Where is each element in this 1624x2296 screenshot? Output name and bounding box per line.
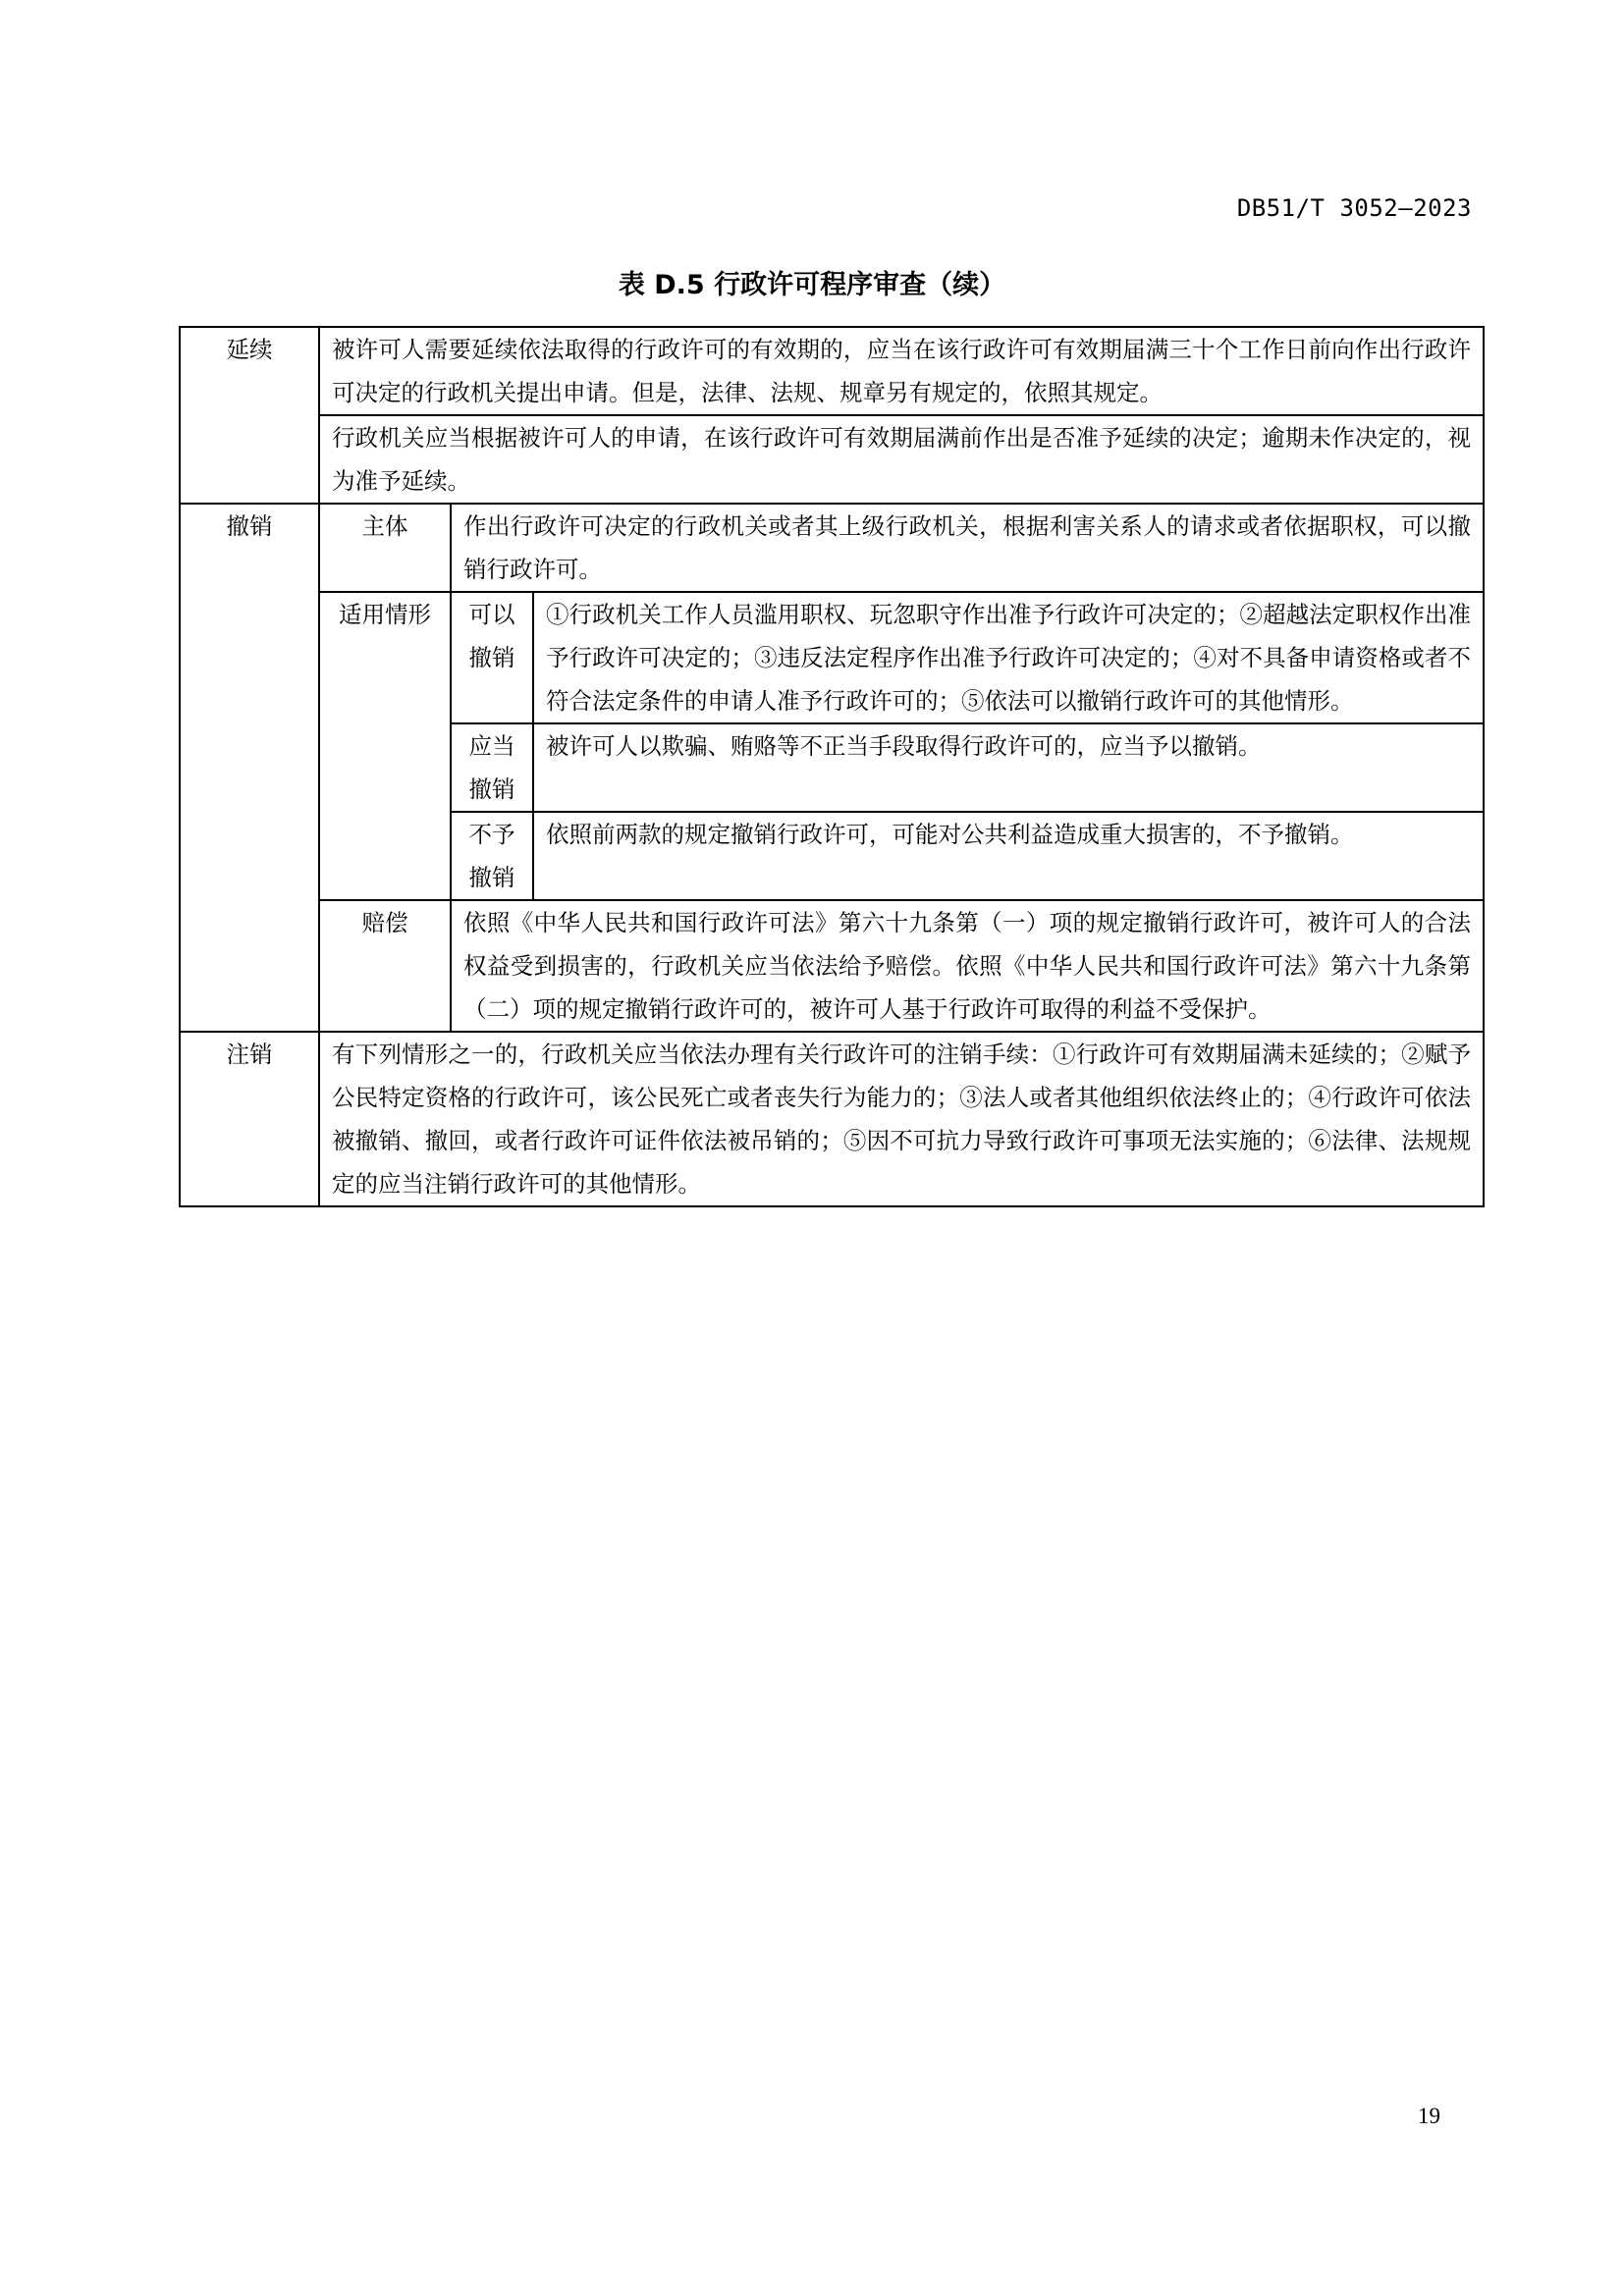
row-label-zhuxiao: 注销 <box>180 1032 319 1206</box>
table-row <box>180 415 1484 504</box>
table-title: 表 D.5 行政许可程序审查（续） <box>618 270 1006 300</box>
table-row <box>180 504 1484 592</box>
sub-label-shiyong: 适用情形 <box>319 592 451 900</box>
yanxu-text-1: 被许可人需要延续依法取得的行政许可的有效期的，应当在该行政许可有效期届满三十个工作日前向作出行政许可决定的行政机关提出申请。但是，法律、法规、规章另有规定的，依照其规定。 <box>319 327 1484 415</box>
zhuti-text: 作出行政许可决定的行政机关或者其上级行政机关，根据利害关系人的请求或者依据职权，可以撤销行政许可。 <box>451 504 1484 592</box>
yingdang-text: 被许可人以欺骗、贿赂等不正当手段取得行政许可的，应当予以撤销。 <box>533 723 1484 812</box>
page-number: 19 <box>1418 2104 1440 2128</box>
table-row <box>180 592 1484 723</box>
sub-label-yingdang: 应当撤销 <box>451 723 533 812</box>
standard-code: DB51/T 3052—2023 <box>1236 194 1472 222</box>
sub-label-buyu: 不予撤销 <box>451 812 533 900</box>
row-label-chexiao: 撤销 <box>180 504 319 1032</box>
yanxu-text-2: 行政机关应当根据被许可人的申请，在该行政许可有效期届满前作出是否准予延续的决定；逾期未作决定的，视为准予延续。 <box>319 415 1484 504</box>
sub-label-peichang: 赔偿 <box>319 900 451 1032</box>
procedure-review-table <box>179 326 1485 1207</box>
table-row <box>180 900 1484 1032</box>
sub-label-zhuti: 主体 <box>319 504 451 592</box>
sub-label-keyi: 可以撤销 <box>451 592 533 723</box>
buyu-text: 依照前两款的规定撤销行政许可，可能对公共利益造成重大损害的，不予撤销。 <box>533 812 1484 900</box>
table-row <box>180 327 1484 415</box>
table-row <box>180 1032 1484 1206</box>
keyi-text: ①行政机关工作人员滥用职权、玩忽职守作出准予行政许可决定的；②超越法定职权作出准予行政许可决定的；③违反法定程序作出准予行政许可决定的；④对不具备申请资格或者不符合法定条件的申请人准予行政许可的；⑤依法可以撤销行政许可的其他情形。 <box>533 592 1484 723</box>
row-label-yanxu: 延续 <box>180 327 319 504</box>
zhuxiao-text: 有下列情形之一的，行政机关应当依法办理有关行政许可的注销手续：①行政许可有效期届满未延续的；②赋予公民特定资格的行政许可，该公民死亡或者丧失行为能力的；③法人或者其他组织依法终止的；④行政许可依法被撤销、撤回，或者行政许可证件依法被吊销的；⑤因不可抗力导致行政许可事项无法实施的；⑥法律、法规规定的应当注销行政许可的其他情形。 <box>319 1032 1484 1206</box>
peichang-text: 依照《中华人民共和国行政许可法》第六十九条第（一）项的规定撤销行政许可，被许可人的合法权益受到损害的，行政机关应当依法给予赔偿。依照《中华人民共和国行政许可法》第六十九条第（二）项的规定撤销行政许可的，被许可人基于行政许可取得的利益不受保护。 <box>451 900 1484 1032</box>
